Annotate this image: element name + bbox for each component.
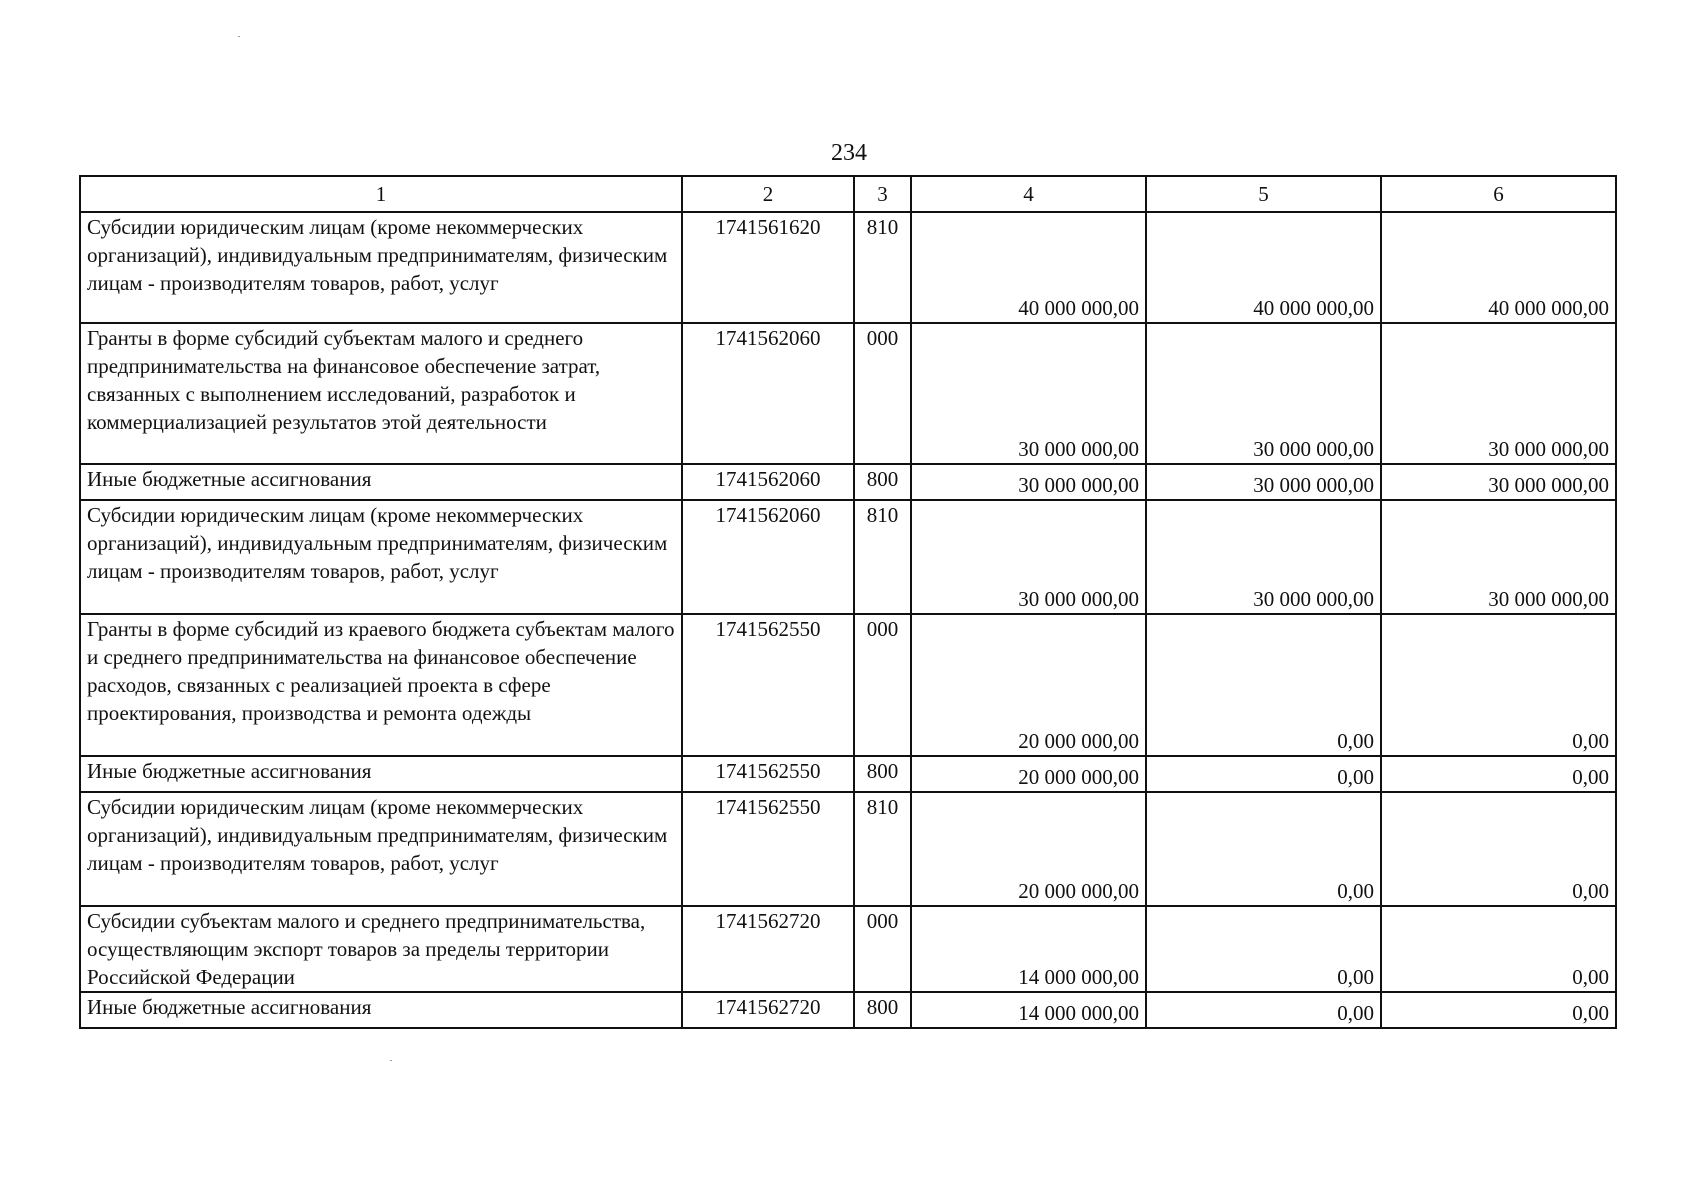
row-expense-type: 800 [854, 756, 911, 792]
row-amount-2: 40 000 000,00 [1146, 212, 1381, 323]
row-amount-2: 0,00 [1146, 614, 1381, 756]
row-amount-3: 0,00 [1381, 792, 1616, 906]
row-code: 1741562720 [682, 906, 854, 992]
row-amount-3: 30 000 000,00 [1381, 464, 1616, 500]
row-code: 1741562060 [682, 500, 854, 614]
table-row [80, 323, 1616, 464]
table-body [80, 212, 1616, 1028]
row-expense-type: 000 [854, 614, 911, 756]
header-col-5: 5 [1146, 176, 1381, 212]
row-expense-type: 000 [854, 323, 911, 464]
row-name: Субсидии юридическим лицам (кроме некоммерческих организаций), индивидуальным предпринимателям, физическим лицам - производителям товаров, работ, услуг [80, 212, 682, 323]
scan-speck [238, 36, 240, 37]
row-amount-1: 20 000 000,00 [911, 792, 1146, 906]
row-code: 1741562550 [682, 756, 854, 792]
header-col-4: 4 [911, 176, 1146, 212]
page-number: 234 [831, 140, 867, 166]
row-amount-2: 30 000 000,00 [1146, 500, 1381, 614]
scan-speck [390, 1060, 392, 1061]
row-amount-1: 30 000 000,00 [911, 323, 1146, 464]
row-code: 1741562060 [682, 323, 854, 464]
row-name: Иные бюджетные ассигнования [80, 992, 682, 1028]
row-amount-1: 14 000 000,00 [911, 906, 1146, 992]
row-name: Субсидии юридическим лицам (кроме некоммерческих организаций), индивидуальным предпринимателям, физическим лицам - производителям товаров, работ, услуг [80, 792, 682, 906]
header-col-6: 6 [1381, 176, 1616, 212]
row-amount-1: 30 000 000,00 [911, 464, 1146, 500]
row-name: Иные бюджетные ассигнования [80, 756, 682, 792]
row-amount-3: 0,00 [1381, 992, 1616, 1028]
row-amount-1: 30 000 000,00 [911, 500, 1146, 614]
table-row [80, 992, 1616, 1028]
row-amount-1: 20 000 000,00 [911, 614, 1146, 756]
row-name: Гранты в форме субсидий субъектам малого и среднего предпринимательства на финансовое обеспечение затрат, связанных с выполнением исследований, разработок и коммерциализацией результатов этой деятельности [80, 323, 682, 464]
row-code: 1741562060 [682, 464, 854, 500]
table-row [80, 464, 1616, 500]
row-name: Субсидии юридическим лицам (кроме некоммерческих организаций), индивидуальным предпринимателям, физическим лицам - производителям товаров, работ, услуг [80, 500, 682, 614]
row-amount-3: 30 000 000,00 [1381, 500, 1616, 614]
row-amount-2: 30 000 000,00 [1146, 464, 1381, 500]
budget-table [79, 175, 1617, 1029]
row-name: Гранты в форме субсидий из краевого бюджета субъектам малого и среднего предпринимательства на финансовое обеспечение расходов, связанных с реализацией проекта в сфере проектирования, производства и ремонта одежды [80, 614, 682, 756]
row-amount-2: 0,00 [1146, 992, 1381, 1028]
row-expense-type: 800 [854, 992, 911, 1028]
row-amount-3: 0,00 [1381, 614, 1616, 756]
row-code: 1741562550 [682, 792, 854, 906]
row-amount-1: 40 000 000,00 [911, 212, 1146, 323]
row-expense-type: 810 [854, 792, 911, 906]
table-row [80, 756, 1616, 792]
row-amount-2: 0,00 [1146, 792, 1381, 906]
row-expense-type: 800 [854, 464, 911, 500]
row-code: 1741562720 [682, 992, 854, 1028]
table-row [80, 614, 1616, 756]
table-row [80, 906, 1616, 992]
row-amount-1: 20 000 000,00 [911, 756, 1146, 792]
table-row [80, 792, 1616, 906]
table-row [80, 500, 1616, 614]
table-header [80, 176, 1616, 212]
header-row [80, 176, 1616, 212]
row-amount-2: 0,00 [1146, 756, 1381, 792]
header-col-2: 2 [682, 176, 854, 212]
row-amount-3: 30 000 000,00 [1381, 323, 1616, 464]
header-col-3: 3 [854, 176, 911, 212]
row-amount-2: 0,00 [1146, 906, 1381, 992]
header-col-1: 1 [80, 176, 682, 212]
row-expense-type: 000 [854, 906, 911, 992]
row-name: Субсидии субъектам малого и среднего предпринимательства, осуществляющим экспорт товаров за пределы территории Российской Федерации [80, 906, 682, 992]
row-amount-3: 0,00 [1381, 906, 1616, 992]
row-expense-type: 810 [854, 500, 911, 614]
row-amount-1: 14 000 000,00 [911, 992, 1146, 1028]
row-amount-2: 30 000 000,00 [1146, 323, 1381, 464]
row-amount-3: 40 000 000,00 [1381, 212, 1616, 323]
row-amount-3: 0,00 [1381, 756, 1616, 792]
row-expense-type: 810 [854, 212, 911, 323]
row-code: 1741561620 [682, 212, 854, 323]
row-code: 1741562550 [682, 614, 854, 756]
row-name: Иные бюджетные ассигнования [80, 464, 682, 500]
table-row [80, 212, 1616, 323]
